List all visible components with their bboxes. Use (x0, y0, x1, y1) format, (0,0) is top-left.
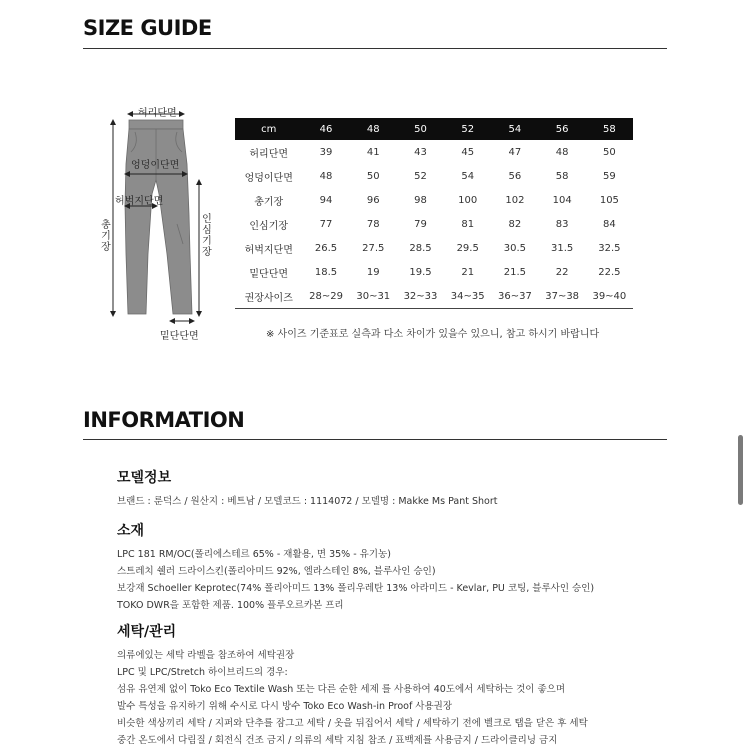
table-cell: 47 (508, 146, 522, 158)
size-header: 56 (539, 118, 586, 140)
table-cell: 37~38 (539, 284, 586, 309)
table-row (235, 164, 633, 188)
table-cell: 43 (414, 146, 427, 158)
care-heading: 세탁/관리 (117, 624, 177, 640)
material-line: LPC 181 RM/OC(폴리에스테르 65% - 재활용, 면 35% - 유기농) (117, 549, 391, 560)
table-cell: 29.5 (456, 242, 479, 254)
row-label: 엉덩이단면 (244, 172, 293, 184)
table-cell: 83 (555, 218, 569, 230)
table-cell: 50 (603, 146, 616, 158)
table-cell: 30~31 (350, 284, 397, 309)
table-cell: 41 (366, 146, 380, 158)
size-guide-title: SIZE GUIDE (83, 16, 212, 40)
care-line: LPC 및 LPC/Stretch 하이브리드의 경우: (117, 667, 288, 678)
table-cell: 77 (319, 218, 333, 230)
table-cell: 21 (461, 266, 475, 278)
hip-label: 엉덩이단면 (131, 160, 180, 171)
table-cell: 32~33 (397, 284, 444, 309)
row-label: 총기장 (254, 196, 284, 208)
size-header: 50 (397, 118, 444, 140)
care-line: 발수 특성을 유지하기 위해 수시로 다시 방수 Toko Eco Wash-in Proof 사용권장 (117, 701, 453, 712)
material-line: TOKO DWR을 포함한 제품. 100% 플루오르카본 프리 (117, 600, 344, 611)
care-line: 의류에있는 세탁 라벨을 참조하여 세탁권장 (117, 650, 295, 661)
table-row (235, 212, 633, 236)
size-table-header (235, 118, 633, 140)
table-row (235, 260, 633, 284)
table-row (235, 188, 633, 212)
material-section (117, 520, 677, 614)
row-label: 밑단단면 (249, 268, 289, 280)
thigh-label: 허벅지단면 (115, 196, 164, 207)
information-divider (83, 439, 667, 440)
size-header: 46 (302, 118, 349, 140)
waist-label: 허리단면 (138, 108, 177, 119)
table-cell: 48 (555, 146, 569, 158)
model-info-heading: 모델정보 (117, 470, 172, 486)
table-cell: 52 (414, 170, 427, 182)
table-cell: 82 (508, 218, 522, 230)
row-label: 인심기장 (249, 220, 289, 232)
table-cell: 39~40 (586, 284, 633, 309)
table-cell: 45 (461, 146, 475, 158)
care-line: 중간 온도에서 다림질 / 회전식 건조 금지 / 의류의 세탁 지침 참조 / 표백제를 사용금지 / 드라이클리닝 금지 (117, 735, 558, 746)
table-cell: 96 (366, 194, 380, 206)
size-guide-divider (83, 48, 667, 49)
inseam-label: 인심기장 (202, 214, 212, 258)
table-cell: 48 (319, 170, 333, 182)
table-row (235, 140, 633, 164)
care-section (117, 621, 677, 749)
scrollbar-thumb[interactable] (738, 435, 743, 505)
material-line: 보강재 Schoeller Keprotec(74% 폴리아미드 13% 폴리우레탄 13% 아라미드 - Kevlar, PU 코팅, 블루사인 승인) (117, 583, 595, 594)
table-cell: 56 (508, 170, 522, 182)
table-cell: 28~29 (302, 284, 349, 309)
table-cell: 84 (603, 218, 616, 230)
size-header: 48 (350, 118, 397, 140)
table-cell: 104 (552, 194, 572, 206)
table-cell: 21.5 (503, 266, 527, 278)
table-cell: 94 (319, 194, 333, 206)
table-cell: 59 (603, 170, 616, 182)
table-cell: 26.5 (314, 242, 338, 254)
table-cell: 22 (555, 266, 569, 278)
table-cell: 54 (461, 170, 475, 182)
material-heading: 소재 (117, 523, 145, 539)
care-line: 섬유 유연제 없이 Toko Eco Textile Wash 또는 다른 순한 세제 를 사용하여 40도에서 세탁하는 것이 좋으며 (117, 684, 565, 695)
table-cell: 105 (599, 194, 619, 206)
table-row (235, 284, 633, 309)
size-header: 52 (444, 118, 491, 140)
table-cell: 28.5 (409, 242, 432, 254)
information-title: INFORMATION (83, 408, 245, 432)
material-line: 스트레치 쉘러 드라이스킨(폴리아미드 92%, 엘라스테인 8%, 블루사인 승인) (117, 566, 436, 577)
size-table (235, 118, 633, 309)
table-cell: 32.5 (598, 242, 621, 254)
row-label: 허벅지단면 (244, 244, 293, 256)
unit-header: cm (235, 118, 302, 140)
table-cell: 18.5 (314, 266, 338, 278)
table-cell: 100 (458, 194, 478, 206)
row-label: 허리단면 (249, 148, 289, 160)
model-info-line: 브랜드 : 룬덕스 / 원산지 : 베트남 / 모델코드 : 1114072 / 모델명 : Makke Ms Pant Short (117, 496, 498, 507)
table-row (235, 236, 633, 260)
hem-label: 밑단단면 (160, 331, 199, 342)
table-cell: 78 (366, 218, 380, 230)
table-cell: 27.5 (362, 242, 385, 254)
table-cell: 36~37 (491, 284, 538, 309)
total-length-label: 총기장 (101, 220, 111, 253)
table-cell: 19.5 (409, 266, 432, 278)
table-cell: 34~35 (444, 284, 491, 309)
table-cell: 19 (366, 266, 380, 278)
table-cell: 50 (366, 170, 380, 182)
size-header: 58 (586, 118, 633, 140)
size-note: ※ 사이즈 기준표로 실측과 다소 차이가 있을수 있으니, 참고 하시기 바랍니다 (266, 329, 600, 340)
table-cell: 39 (319, 146, 333, 158)
table-cell: 22.5 (598, 266, 621, 278)
pants-diagram (95, 104, 215, 334)
table-cell: 79 (414, 218, 427, 230)
table-cell: 30.5 (503, 242, 527, 254)
table-cell: 102 (505, 194, 525, 206)
table-cell: 98 (414, 194, 427, 206)
size-header: 54 (491, 118, 538, 140)
care-line: 비슷한 색상끼리 세탁 / 지퍼와 단추를 잠그고 세탁 / 옷을 뒤집어서 세탁 / 세탁하기 전에 벨크로 탭을 닫은 후 세탁 (117, 718, 588, 729)
table-cell: 31.5 (551, 242, 574, 254)
model-info-section (117, 467, 677, 510)
row-label: 권장사이즈 (235, 284, 302, 309)
table-cell: 58 (555, 170, 569, 182)
table-cell: 81 (461, 218, 475, 230)
